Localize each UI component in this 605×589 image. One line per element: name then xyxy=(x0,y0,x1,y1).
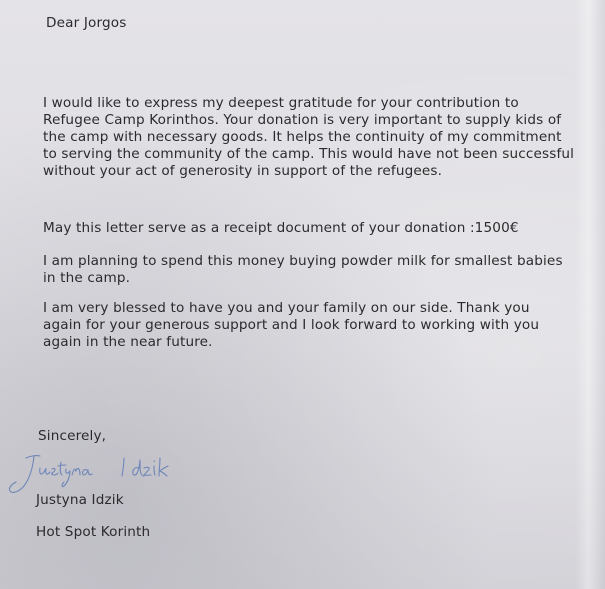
closing: Sincerely, xyxy=(38,428,107,444)
paragraph-line: in the camp. xyxy=(43,270,131,286)
paragraph-line: I am planning to spend this money buying powder milk for smallest babies xyxy=(43,253,563,269)
paragraph-line: I would like to express my deepest gratitude for your contribution to xyxy=(43,95,519,111)
paper-fold-shadow xyxy=(575,0,605,589)
salutation: Dear Jorgos xyxy=(46,15,127,31)
organization: Hot Spot Korinth xyxy=(36,524,151,540)
handwritten-signature xyxy=(4,448,204,498)
paragraph-thanks xyxy=(43,300,539,351)
signer-name: Justyna Idzik xyxy=(36,492,124,508)
paragraph-line: I am very blessed to have you and your family on our side. Thank you xyxy=(43,300,530,316)
paragraph-line: the camp with necessary goods. It helps the continuity of my commitment xyxy=(43,129,562,145)
paragraph-line: again in the near future. xyxy=(43,334,213,350)
paragraph-line: again for your generous support and I look forward to working with you xyxy=(43,317,540,333)
receipt-line: May this letter serve as a receipt document of your donation :1500€ xyxy=(43,220,519,236)
paragraph-line: to serving the community of the camp. This would have not been successful xyxy=(43,146,575,162)
paragraph-plan xyxy=(43,253,563,287)
paragraph-line: Refugee Camp Korinthos. Your donation is very important to supply kids of xyxy=(43,112,562,128)
paragraph-line: without your act of generosity in support of the refugees. xyxy=(43,163,443,179)
paragraph-gratitude xyxy=(43,95,574,180)
